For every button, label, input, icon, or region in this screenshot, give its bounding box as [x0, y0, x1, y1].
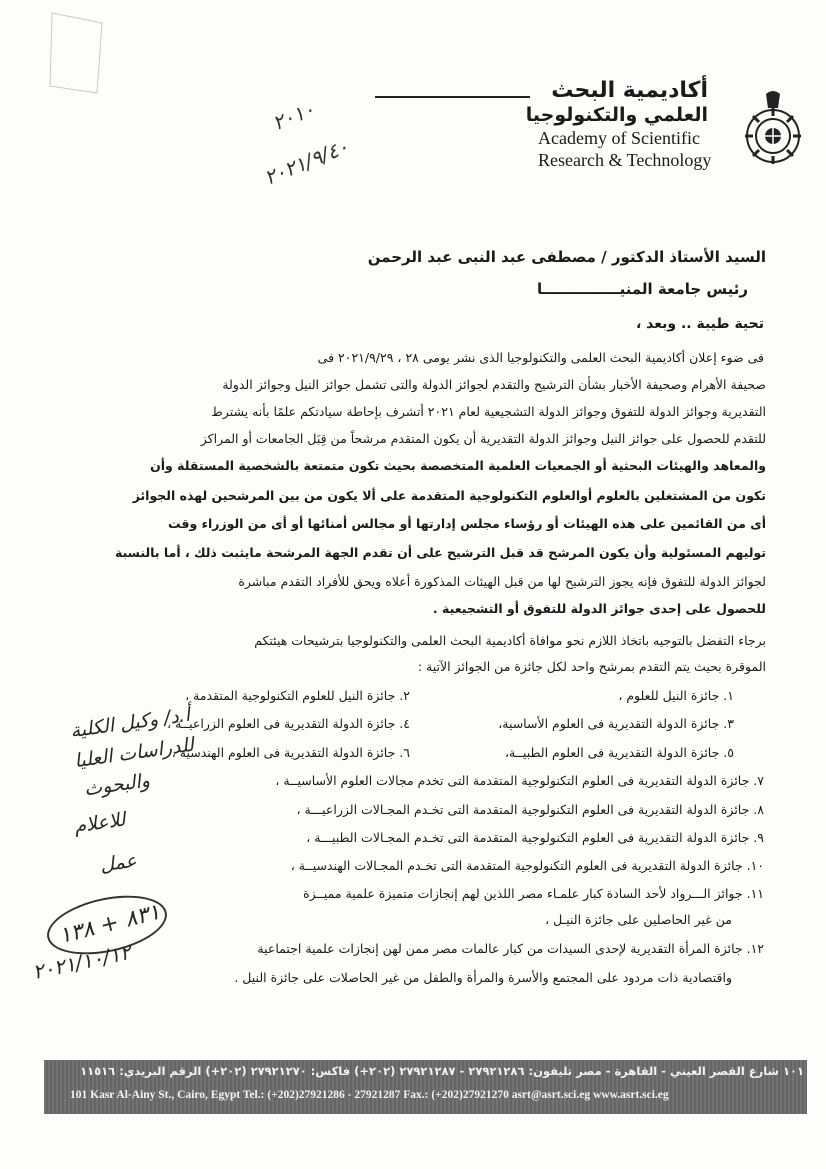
- prize-12-continued: واقتصادية ذات مردود على المجتمع والأسرة والمرأة والطفل من غير الحاصلات على جائزة النيل .: [234, 970, 732, 985]
- handwritten-note-1: أ.د/ وكيل الكلية: [69, 703, 192, 743]
- body-line-7: أى من القائمين على هذه الهيئات أو رؤساء مجلس إدارتها أو مجالس أمنائها أو أى من الوزراء وقت: [168, 516, 766, 531]
- org-name-arabic-1: أكاديمية البحث: [551, 78, 708, 103]
- prize-5: ٥. جائزة الدولة التقديرية فى العلوم الطبيــة،: [504, 745, 734, 760]
- prize-8: ٨. جائزة الدولة التقديرية فى العلوم التكنولوجية المتقدمة التى تخـدم المجـالات الزراعيـــة ،: [296, 802, 764, 817]
- request-line-1: برجاء التفضل بالتوجيه باتخاذ اللازم نحو موافاة أكاديمية البحث العلمى والتكنولوجيا بترشيحات هيئتكم: [254, 633, 766, 648]
- handwritten-note-5: عمل: [98, 849, 139, 877]
- handwritten-note-2: للدراسات العليا: [73, 733, 196, 773]
- prize-9: ٩. جائزة الدولة التقديرية فى العلوم التكنولوجية المتقدمة التى تخـدم المجـالات الطبيـــة ،: [306, 830, 764, 845]
- prize-7: ٧. جائزة الدولة التقديرية فى العلوم التكنولوجية المتقدمة التى تخدم مجالات العلوم الأساسيــة ،: [275, 773, 764, 788]
- footer-address-english: 101 Kasr Al-Ainy St., Cairo, Egypt Tel.: (+202)27921286 - 27921287 Fax.: (+202)27921270 asrt@asrt.sci.eg www.asrt.sci.eg: [70, 1089, 669, 1101]
- org-name-english-2: Research & Technology: [538, 150, 712, 170]
- org-name-english-1: Academy of Scientific: [538, 128, 700, 148]
- prize-1: ١. جائزة النيل للعلوم ،: [618, 688, 734, 703]
- addressee-title: رئيس جامعة المنيـــــــــــــــا: [537, 280, 748, 298]
- request-line-2: الموقرة بحيث يتم التقدم بمرشح واحد لكل جائزة من الجوائز الآتية :: [417, 659, 766, 674]
- body-line-3: التقديرية وجوائز الدولة للتفوق وجوائز الدولة التشجيعية لعام ٢٠٢١ أتشرف بإحاطة سيادتكم علمًا بأنه يشترط: [211, 404, 766, 419]
- prize-11: ١١. جوائز الـــرواد لأحد السادة كبار علمـاء مصر اللذين لهم إنجازات متميزة علمية مميــزة: [303, 886, 764, 901]
- body-line-5: والمعاهد والهيئات البحثية أو الجمعيات العلمية المتخصصة بحيث تكون متمتعة بالشخصية المستقلة وأن: [150, 458, 766, 473]
- handwritten-reference-number: ٨٣١ + ١٣٨: [56, 899, 163, 950]
- body-line-1: فى ضوء إعلان أكاديمية البحث العلمى والتكنولوجيا الذى نشر يومى ٢٨ ، ٢٠٢١/٩/٢٩ فى: [317, 350, 764, 365]
- prize-6: ٦. جائزة الدولة التقديرية فى العلوم الهندسية ،: [171, 745, 410, 760]
- prize-11-continued: من غير الحاصلين على جائزة النيـل ،: [545, 912, 732, 927]
- body-line-8: توليهم المسئولية وأن يكون المرشح قد قبل الترشيح على أن تقدم الجهة المرشحة مايثبت ذلك ، أما بالنسبة: [114, 545, 766, 560]
- header-rule: [375, 96, 530, 98]
- prize-2: ٢. جائزة النيل للعلوم التكنولوجية المتقدمة ،: [185, 688, 410, 703]
- prize-10: ١٠. جائزة الدولة التقديرية فى العلوم التكنولوجية المتقدمة التى تخـدم المجـالات الهندسيــة ،: [290, 858, 764, 873]
- prize-4: ٤. جائزة الدولة التقديرية فى العلوم الزراعيــة ،: [167, 716, 410, 731]
- academy-logo-icon: [738, 88, 808, 166]
- handwritten-note-3: والبحوث: [82, 769, 152, 801]
- addressee-name: السيد الأستاذ الدكتور / مصطفى عبد النبى عبد الرحمن: [367, 248, 766, 266]
- prize-12: ١٢. جائزة المرأة التقديرية لإحدى السيدات من كبار عالمات مصر ممن لهن إنجازات علمية اجتماعية: [257, 941, 764, 956]
- greeting: تحية طيبة .. وبعد ،: [635, 316, 764, 332]
- body-line-2: صحيفة الأهرام وصحيفة الأخبار بشأن الترشيح والتقدم لجوائز الدولة والتى تشمل جوائز النيل وجوائز الدولة: [222, 377, 766, 392]
- received-stamp: [42, 8, 112, 98]
- body-line-10: للحصول على إحدى جوائز الدولة للتفوق أو التشجيعية .: [432, 601, 766, 616]
- faded-stamp: [120, 23, 281, 177]
- prize-3: ٣. جائزة الدولة التقديرية فى العلوم الأساسية،: [498, 716, 734, 731]
- handwritten-date-top: ٢٠٢١/٩/٤٠: [260, 134, 352, 190]
- body-line-6: تكون من المشتغلين بالعلوم أوالعلوم التكنولوجية المتقدمة على ألا يكون من بين المرشحين لهذه الجوائز: [132, 488, 766, 503]
- handwritten-note-4: للاعلام: [72, 808, 127, 838]
- handwritten-number-top: ٢٠١٠: [269, 96, 318, 136]
- org-name-arabic-2: العلمي والتكنولوجيا: [525, 104, 708, 126]
- handwritten-date: ٢٠٢١/١٠/١٢: [30, 939, 133, 985]
- body-line-4: للتقدم للحصول على جوائز النيل وجوائز الدولة التقديرية أن يكون المتقدم مرشحاً من قِبَل الجامعات أو المراكز: [200, 431, 766, 446]
- body-line-9: لجوائز الدولة للتفوق فإنه يجوز الترشيح لها من قبل الهيئات المذكورة أعلاه ويحق للأفراد التقدم مباشرة: [238, 574, 766, 589]
- footer-address-arabic: ١٠١ شارع القصر العيني - القاهرة - مصر تليفون: ٢٧٩٢١٢٨٦ - ٢٧٩٢١٢٨٧ (٢٠٢+) فاكس: ٢٧٩٢١٢٧٠ (٢٠٢+) الرقم البريدي: ١١٥١٦: [80, 1064, 804, 1078]
